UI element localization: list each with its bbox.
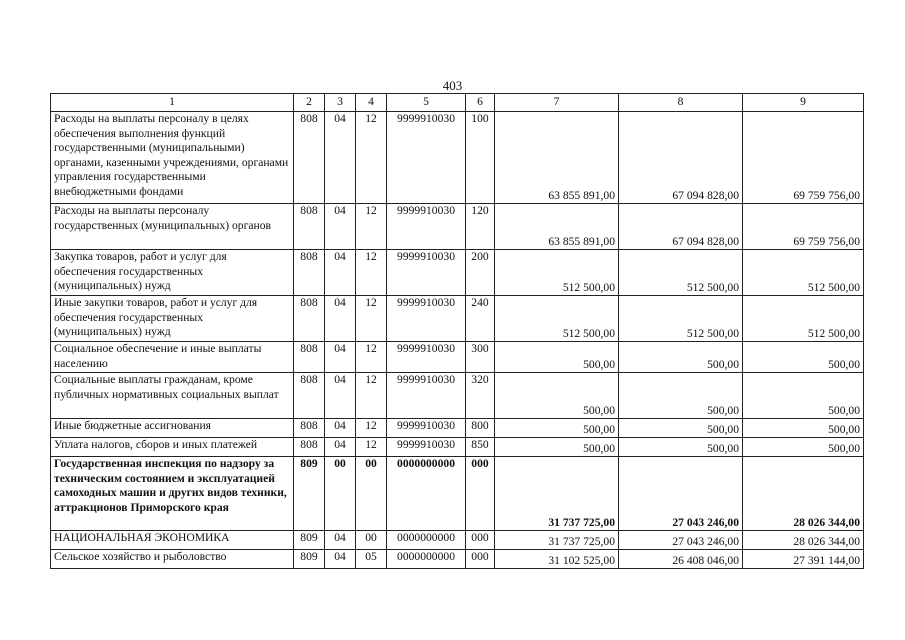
table-row: [51, 457, 864, 531]
row-code-subsection: 12: [356, 296, 387, 342]
row-description: Расходы на выплаты персоналу в целях обеспечения выполнения функций государственными (муниципальными) органами, казенными учреждениями, органами управления государственными внебюджетными фондами: [51, 112, 294, 204]
row-code-section: 04: [325, 250, 356, 296]
row-amount-col8: 500,00: [619, 373, 743, 419]
row-amount-col9: 500,00: [743, 419, 864, 438]
header-cell-2: 2: [294, 94, 325, 112]
row-code-target: 0000000000: [387, 531, 466, 550]
header-cell-5: 5: [387, 94, 466, 112]
row-amount-col7: 500,00: [495, 438, 619, 457]
row-amount-col9: 28 026 344,00: [743, 531, 864, 550]
budget-table: [50, 93, 864, 569]
row-description: Расходы на выплаты персоналу государственных (муниципальных) органов: [51, 204, 294, 250]
row-amount-col7: 63 855 891,00: [495, 204, 619, 250]
table-row: [51, 419, 864, 438]
row-amount-col8: 500,00: [619, 342, 743, 373]
row-description: Сельское хозяйство и рыболовство: [51, 550, 294, 569]
row-code-subsection: 12: [356, 250, 387, 296]
row-code-expense-type: 850: [466, 438, 495, 457]
row-amount-col8: 500,00: [619, 419, 743, 438]
header-cell-1: 1: [51, 94, 294, 112]
row-code-admin: 808: [294, 112, 325, 204]
row-code-subsection: 12: [356, 438, 387, 457]
row-amount-col9: 27 391 144,00: [743, 550, 864, 569]
row-code-subsection: 12: [356, 204, 387, 250]
row-amount-col7: 512 500,00: [495, 250, 619, 296]
row-amount-col8: 512 500,00: [619, 296, 743, 342]
row-code-section: 04: [325, 296, 356, 342]
row-code-expense-type: 240: [466, 296, 495, 342]
row-amount-col8: 26 408 046,00: [619, 550, 743, 569]
row-description: Социальное обеспечение и иные выплаты населению: [51, 342, 294, 373]
row-code-expense-type: 200: [466, 250, 495, 296]
row-code-target: 9999910030: [387, 204, 466, 250]
table-row: [51, 112, 864, 204]
row-code-subsection: 00: [356, 531, 387, 550]
row-code-target: 9999910030: [387, 250, 466, 296]
header-row: [51, 94, 864, 112]
row-code-admin: 808: [294, 373, 325, 419]
row-code-expense-type: 800: [466, 419, 495, 438]
row-code-expense-type: 120: [466, 204, 495, 250]
row-code-target: 9999910030: [387, 342, 466, 373]
table-row: [51, 373, 864, 419]
row-code-admin: 809: [294, 531, 325, 550]
table-row: [51, 342, 864, 373]
header-cell-6: 6: [466, 94, 495, 112]
row-code-subsection: 12: [356, 419, 387, 438]
row-description: Иные бюджетные ассигнования: [51, 419, 294, 438]
table-row: [51, 438, 864, 457]
header-cell-8: 8: [619, 94, 743, 112]
row-amount-col7: 31 737 725,00: [495, 531, 619, 550]
row-amount-col8: 27 043 246,00: [619, 457, 743, 531]
row-code-target: 9999910030: [387, 112, 466, 204]
row-code-target: 9999910030: [387, 373, 466, 419]
row-code-section: 00: [325, 457, 356, 531]
row-code-section: 04: [325, 373, 356, 419]
header-cell-7: 7: [495, 94, 619, 112]
header-cell-3: 3: [325, 94, 356, 112]
header-cell-9: 9: [743, 94, 864, 112]
row-code-section: 04: [325, 204, 356, 250]
row-amount-col7: 63 855 891,00: [495, 112, 619, 204]
page-number: 403: [442, 78, 463, 93]
row-code-admin: 808: [294, 250, 325, 296]
row-amount-col9: 28 026 344,00: [743, 457, 864, 531]
row-code-expense-type: 000: [466, 457, 495, 531]
row-code-section: 04: [325, 112, 356, 204]
row-code-admin: 808: [294, 438, 325, 457]
row-code-section: 04: [325, 419, 356, 438]
row-description: Государственная инспекция по надзору за техническим состоянием и эксплуатацией самоходных машин и других видов техники, аттракционов Приморского края: [51, 457, 294, 531]
row-code-admin: 809: [294, 550, 325, 569]
row-description: Уплата налогов, сборов и иных платежей: [51, 438, 294, 457]
row-code-admin: 808: [294, 296, 325, 342]
row-code-subsection: 12: [356, 373, 387, 419]
row-description: Социальные выплаты гражданам, кроме публичных нормативных социальных выплат: [51, 373, 294, 419]
row-amount-col9: 512 500,00: [743, 296, 864, 342]
row-amount-col7: 31 737 725,00: [495, 457, 619, 531]
table-row: [51, 250, 864, 296]
row-code-expense-type: 000: [466, 531, 495, 550]
row-code-target: 9999910030: [387, 296, 466, 342]
row-code-section: 04: [325, 531, 356, 550]
row-amount-col8: 500,00: [619, 438, 743, 457]
row-code-expense-type: 100: [466, 112, 495, 204]
row-amount-col8: 27 043 246,00: [619, 531, 743, 550]
row-code-admin: 808: [294, 419, 325, 438]
row-amount-col9: 69 759 756,00: [743, 204, 864, 250]
row-code-expense-type: 300: [466, 342, 495, 373]
row-amount-col9: 512 500,00: [743, 250, 864, 296]
row-code-expense-type: 320: [466, 373, 495, 419]
row-code-target: 9999910030: [387, 438, 466, 457]
header-cell-4: 4: [356, 94, 387, 112]
table-row: [51, 296, 864, 342]
row-amount-col9: 500,00: [743, 373, 864, 419]
row-code-section: 04: [325, 550, 356, 569]
row-code-subsection: 12: [356, 112, 387, 204]
row-amount-col8: 512 500,00: [619, 250, 743, 296]
row-code-admin: 808: [294, 204, 325, 250]
row-code-subsection: 00: [356, 457, 387, 531]
table-row: [51, 531, 864, 550]
row-amount-col7: 31 102 525,00: [495, 550, 619, 569]
row-amount-col9: 500,00: [743, 438, 864, 457]
table-row: [51, 204, 864, 250]
row-amount-col8: 67 094 828,00: [619, 204, 743, 250]
row-code-expense-type: 000: [466, 550, 495, 569]
row-code-admin: 808: [294, 342, 325, 373]
row-code-target: 0000000000: [387, 457, 466, 531]
row-code-target: 9999910030: [387, 419, 466, 438]
row-amount-col7: 500,00: [495, 373, 619, 419]
row-code-subsection: 05: [356, 550, 387, 569]
row-description: Иные закупки товаров, работ и услуг для обеспечения государственных (муниципальных) нужд: [51, 296, 294, 342]
row-amount-col7: 500,00: [495, 419, 619, 438]
row-code-section: 04: [325, 342, 356, 373]
row-code-admin: 809: [294, 457, 325, 531]
row-code-subsection: 12: [356, 342, 387, 373]
row-amount-col9: 69 759 756,00: [743, 112, 864, 204]
row-amount-col7: 512 500,00: [495, 296, 619, 342]
row-amount-col8: 67 094 828,00: [619, 112, 743, 204]
row-description: Закупка товаров, работ и услуг для обеспечения государственных (муниципальных) нужд: [51, 250, 294, 296]
row-code-target: 0000000000: [387, 550, 466, 569]
row-description: НАЦИОНАЛЬНАЯ ЭКОНОМИКА: [51, 531, 294, 550]
row-amount-col7: 500,00: [495, 342, 619, 373]
row-amount-col9: 500,00: [743, 342, 864, 373]
row-code-section: 04: [325, 438, 356, 457]
table-row: [51, 550, 864, 569]
